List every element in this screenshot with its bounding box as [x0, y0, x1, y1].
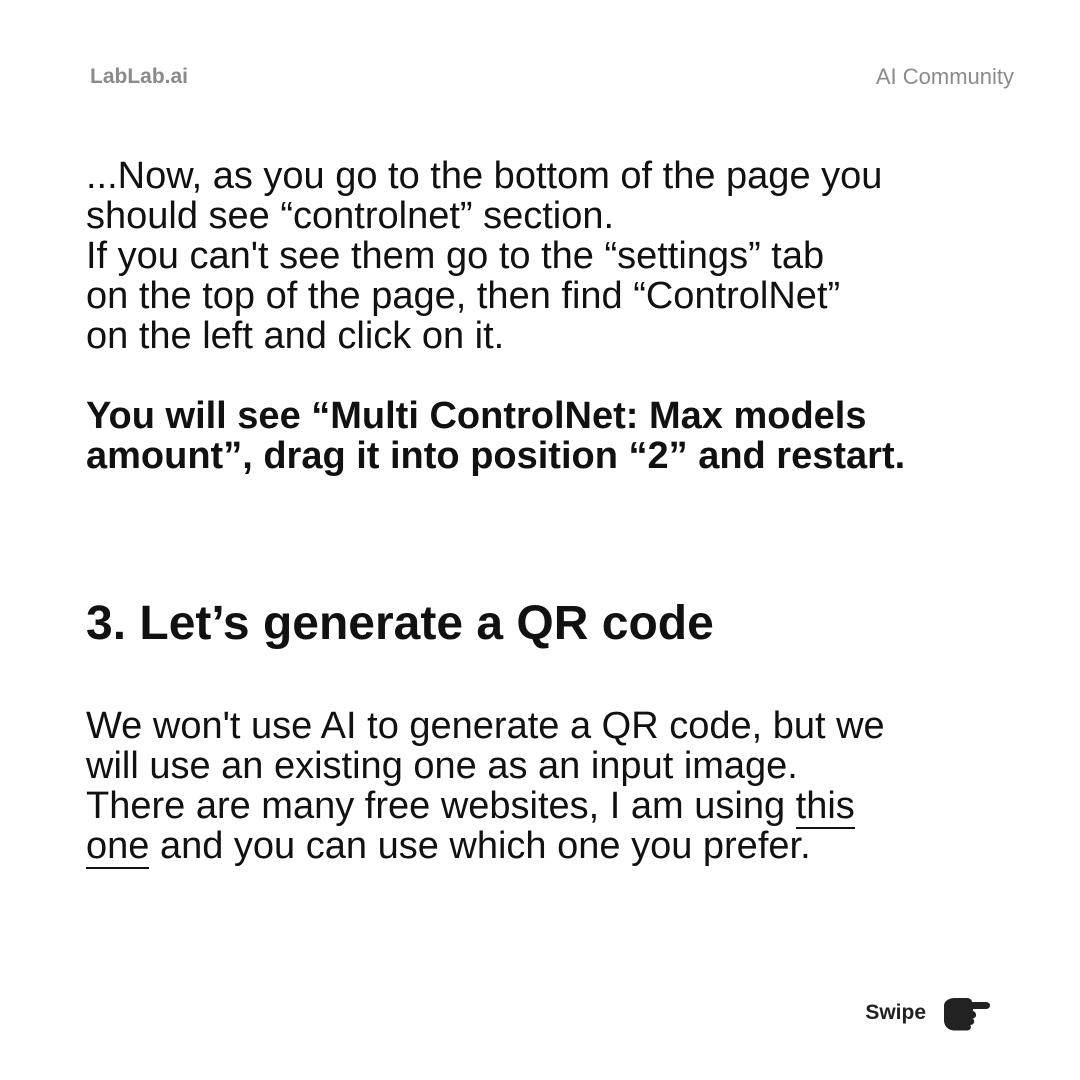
intro-line: on the left and click on it. — [86, 315, 505, 357]
note-line: You will see “Multi ControlNet: Max models — [86, 395, 867, 437]
pointing-hand-icon — [940, 993, 990, 1033]
section-heading: 3. Let’s generate a QR code — [86, 597, 714, 650]
note-line: amount”, drag it into position “2” and restart. — [86, 435, 906, 477]
paragraph-text: There are many free websites, I am using — [86, 785, 796, 827]
section-paragraph — [86, 706, 1026, 866]
instruction-note — [86, 396, 1026, 476]
paragraph-line — [86, 826, 1026, 866]
swipe-label: Swipe — [865, 1001, 926, 1024]
swipe-indicator[interactable] — [865, 992, 990, 1034]
intro-line: on the top of the page, then find “ControlNet” — [86, 275, 841, 317]
qr-website-link-part1[interactable]: this — [795, 785, 855, 827]
brand-logo-text: LabLab.ai — [90, 65, 189, 88]
intro-line: should see “controlnet” section. — [86, 195, 615, 237]
paragraph-line: will use an existing one as an input image. — [86, 745, 798, 787]
paragraph-line — [86, 786, 1026, 826]
intro-line: ...Now, as you go to the bottom of the page you — [86, 155, 883, 197]
paragraph-line: We won't use AI to generate a QR code, but we — [86, 705, 885, 747]
qr-website-link-part2[interactable]: one — [86, 825, 150, 867]
intro-paragraph — [86, 156, 1026, 356]
community-label: AI Community — [875, 64, 1014, 89]
paragraph-text: and you can use which one you prefer. — [149, 825, 811, 867]
intro-line: If you can't see them go to the “settings” tab — [86, 235, 825, 277]
